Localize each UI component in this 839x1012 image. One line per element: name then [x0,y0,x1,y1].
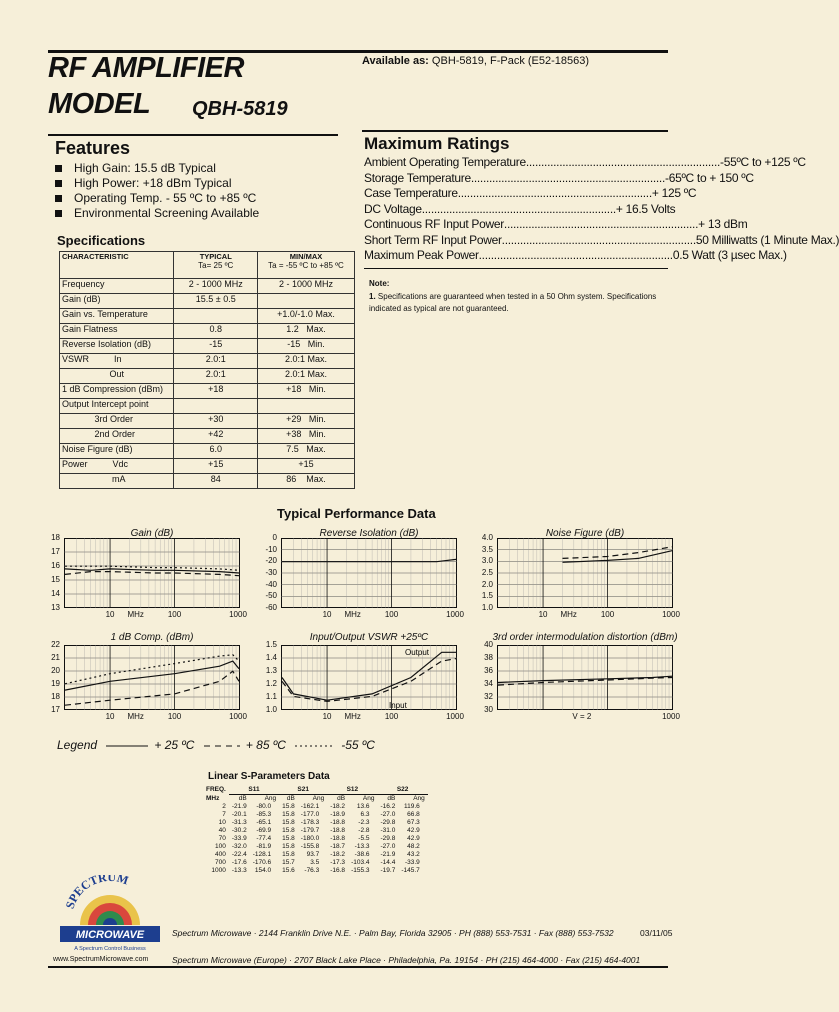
spec-row [60,459,355,474]
svg-text:A Spectrum Control Business: A Spectrum Control Business [74,946,146,952]
features-rule [48,134,338,136]
sparams-cell: 15.8 [282,827,295,834]
spec-cell: 86 Max. [258,474,355,489]
sparams-cell: -22.4 [231,851,247,858]
sparams-cell: 15.8 [282,851,295,858]
y-tick-label: 1.3 [265,666,277,675]
sparams-row [203,835,428,843]
series-line [65,655,239,684]
revision-date: 03/11/05 [640,928,673,938]
sparams-row [203,803,428,811]
title-line-1: RF AMPLIFIER [48,52,244,84]
chart-title: 3rd order intermodulation distortion (dBm) [492,632,678,643]
y-tick-label: 21 [51,653,60,662]
sparams-sub-header: Ang [298,795,327,804]
y-tick-label: 22 [51,640,60,649]
spec-cell [258,399,355,414]
spec-row [60,384,355,399]
chart-plot [281,645,457,710]
sparams-cell: 10 [218,819,226,826]
max-ratings-heading: Maximum Ratings [364,134,510,153]
x-tick-label: MHz [127,712,144,721]
y-tick-label: 1.2 [265,679,277,688]
note-text: 1. Specifications are guaranteed when tested in a 50 Ohm system. Specifications indicated as typical are not guaranteed. [369,292,657,313]
y-tick-label: 2.0 [481,579,493,589]
series-line [563,551,673,563]
chart-title: Gain (dB) [130,528,174,539]
x-tick-label: 1000 [229,712,247,721]
legend-dotted-line [293,742,337,750]
sparams-cell: -155.8 [300,843,320,850]
legend-solid-line [104,742,150,750]
x-tick-label: 100 [600,610,615,619]
max-rating-row: Short Term RF Input Power ................................................................ 50 Milliwatts (1 Minute Max.) [364,232,839,247]
sparams-cell: -18.2 [330,851,346,858]
y-tick-label: 1.5 [265,640,277,649]
chart-annotation: Input [389,701,407,710]
feature-item: Environmental Screening Available [55,206,259,221]
sparams-row [203,819,428,827]
spec-cell: +18 [174,384,258,399]
y-tick-label: 1.5 [481,591,493,601]
y-tick-label: 30 [484,705,493,714]
sparams-cell: -103.4 [351,859,370,866]
sparams-cell: -145.7 [401,867,420,874]
sparams-sub-header: dB [279,795,298,804]
spec-cell: mA [60,474,174,489]
sparams-group-row [203,786,428,795]
x-tick-label: 100 [167,712,182,721]
y-tick-label: 20 [51,666,60,675]
spec-cell: 15.5 ± 0.5 [174,294,258,309]
sparams-cell: -19.7 [380,867,396,874]
sparams-cell: -14.4 [380,859,396,866]
spec-cell: +15 [258,459,355,474]
max-rating-row: Maximum Peak Power ................................................................ 0.5 Watt (3 µsec Max.) [364,248,787,262]
sparams-cell: 66.8 [407,811,420,818]
y-tick-label: 1.0 [265,705,277,714]
sparams-row [203,867,428,875]
sparams-cell: -178.3 [300,819,320,826]
sparams-cell: 15.8 [282,835,295,842]
features-list [55,161,259,221]
sparams-group-header: S12 [346,786,359,793]
svg-text:SPECTRUM: SPECTRUM [62,875,131,911]
spec-cell: 2.0:1 Max. [258,369,355,384]
spec-row [60,429,355,444]
y-tick-label: 38 [484,653,493,662]
x-tick-label: 10 [322,712,332,721]
spec-cell [174,399,258,414]
specifications-heading: Specifications [57,233,146,248]
sparams-cell: -18.8 [330,827,346,834]
sparams-cell: -77.4 [256,835,272,842]
y-tick-label: 40 [484,640,493,649]
chart-title: Noise Figure (dB) [545,528,625,539]
max-ratings-rule [362,130,668,132]
sparams-cell: 15.8 [282,811,295,818]
y-tick-label: 32 [484,692,493,701]
y-tick-label: 0 [272,533,277,542]
series-line [563,547,673,559]
spec-cell: Gain (dB) [60,294,174,309]
sparams-cell: 15.6 [282,867,295,874]
sparams-cell: -16.2 [380,803,396,810]
spec-row [60,339,355,354]
spec-row [60,324,355,339]
sparams-cell: -13.3 [231,867,247,874]
y-tick-label: 1.1 [265,692,277,701]
spec-cell: +42 [174,429,258,444]
sparams-group-header: S22 [396,786,409,793]
sparams-cell: -18.8 [330,835,346,842]
series-line [282,559,456,561]
typical-performance-heading: Typical Performance Data [277,506,436,521]
sparams-cell: -29.8 [380,819,396,826]
sparams-row [203,843,428,851]
sparams-cell: -20.1 [231,811,247,818]
chart-plot [281,538,457,608]
spec-cell: -15 Min. [258,339,355,354]
sparams-row [203,859,428,867]
y-tick-label: 15 [51,575,60,584]
sparams-sub-header: Ang [250,795,279,804]
bullet-icon [55,180,62,187]
y-tick-label: 17 [51,547,60,556]
y-tick-label: 19 [51,679,60,688]
specifications-table [59,251,355,489]
bullet-icon [55,195,62,202]
sparams-cell: -16.8 [330,867,346,874]
spec-col-characteristic: CHARACTERISTIC [60,252,174,279]
address-us: Spectrum Microwave · 2144 Franklin Drive N.E. · Palm Bay, Florida 32905 · PH (888) 553-7531 · Fax (888) 553-7532 [172,928,614,938]
spec-cell: 1.2 Max. [258,324,355,339]
sparams-freq-unit: MHz [206,794,220,802]
sparams-cell: -21.9 [231,803,247,810]
spec-row [60,474,355,489]
sparams-cell: -69.9 [256,827,272,834]
sparams-cell: 40 [218,827,226,834]
spec-header-row [60,252,355,279]
spec-cell: +1.0/-1.0 Max. [258,309,355,324]
sparams-cell: -17.6 [231,859,247,866]
sparams-cell: -170.6 [252,859,272,866]
chart-plot [497,645,673,710]
x-tick-label: 10 [105,610,115,619]
y-tick-label: 14 [51,589,60,598]
spec-cell: Noise Figure (dB) [60,444,174,459]
address-europe: Spectrum Microwave (Europe) · 2707 Black Lake Place · Philadelphia, Pa. 19154 · PH (215) 464-4000 · Fax (215) 464-4001 [172,955,641,965]
sparams-row [203,851,428,859]
sparams-cell: -76.3 [304,867,320,874]
website-link[interactable]: www.SpectrumMicrowave.com [53,956,149,963]
spec-col-typical: TYPICAL Ta= 25 ºC [174,252,258,279]
sparams-cell: -65.1 [256,819,272,826]
x-tick-label: V = 2 [572,712,592,721]
series-line [65,569,239,573]
spec-cell: Output Intercept point [60,399,174,414]
x-tick-label: MHz [560,610,577,619]
max-rating-row: Case Temperature ................................................................ + 125 ºC [364,186,697,200]
spec-col-minmax: MIN/MAX Ta = -55 ºC to +85 ºC [258,252,355,279]
sparams-cell: 13.6 [356,803,370,810]
sparams-cell: 48.2 [407,843,420,850]
sparams-cell: -18.2 [330,803,346,810]
spec-cell: 2.0:1 [174,369,258,384]
y-tick-label: -60 [265,603,277,612]
spec-cell: 1 dB Compression (dBm) [60,384,174,399]
sparams-cell: -31.0 [380,827,396,834]
max-rating-row: DC Voltage ................................................................ + 16.5 Volts [364,201,676,216]
sparams-cell: -33.9 [231,835,247,842]
sparams-freq-header: FREQ. [206,786,226,794]
title-line-2: MODEL [48,88,151,120]
spec-cell: Gain Flatness [60,324,174,339]
sparams-cell: 43.2 [407,851,420,858]
spec-cell: +15 [174,459,258,474]
sparams-sub-header: dB [229,795,250,804]
spec-cell: 6.0 [174,444,258,459]
y-tick-label: -50 [265,591,277,601]
feature-item: High Power: +18 dBm Typical [55,176,259,191]
sparams-cell: -27.0 [380,843,396,850]
spec-row [60,399,355,414]
sparams-cell: -180.0 [300,835,320,842]
sparams-cell: -81.9 [256,843,272,850]
bullet-icon [55,165,62,172]
x-tick-label: 100 [384,712,399,721]
y-tick-label: 34 [484,679,493,688]
spec-cell: Reverse Isolation (dB) [60,339,174,354]
y-tick-label: 17 [51,705,60,714]
sparams-row [203,827,428,835]
sparams-cell: 7 [222,811,226,818]
model-number: QBH-5819 [192,98,288,120]
legend-dashed-line [202,742,242,750]
sparams-cell: -32.0 [231,843,247,850]
series-line [65,572,239,576]
spec-cell: +18 Min. [258,384,355,399]
spec-cell: +29 Min. [258,414,355,429]
sparams-cell: 154.0 [254,867,272,874]
sparams-cell: 2 [222,803,226,810]
sparams-group-header: S21 [297,786,309,793]
x-tick-label: MHz [344,712,361,721]
sparams-cell: -179.7 [300,827,320,834]
spec-row [60,369,355,384]
x-tick-label: 1000 [662,712,680,721]
sparams-cell: -2.8 [358,827,370,834]
spec-cell: 2 - 1000 MHz [174,279,258,294]
sparams-row [203,811,428,819]
max-rating-row: Continuous RF Input Power ................................................................ + 13 dBm [364,217,748,231]
y-tick-label: -40 [265,579,277,589]
sparams-cell: 700 [215,859,226,866]
footer-rule [48,966,668,968]
sparams-sub-header: dB [378,795,399,804]
sparams-cell: -80.0 [256,803,272,810]
chart-plot [497,538,673,608]
max-rating-row: Storage Temperature ................................................................ -65ºC to + 150 ºC [364,170,754,185]
y-tick-label: 3.5 [481,544,493,554]
spec-cell: -15 [174,339,258,354]
x-tick-label: 10 [538,610,548,619]
spec-cell: 2.0:1 [174,354,258,369]
sparams-cell: 3.5 [310,859,320,866]
x-tick-label: 1000 [229,610,247,619]
chart-annotation: Output [405,648,430,657]
y-tick-label: 4.0 [481,533,493,542]
spec-row [60,444,355,459]
sparams-cell: 70 [218,835,226,842]
sparams-cell: -30.2 [231,827,247,834]
sparams-cell: -18.9 [330,811,346,818]
x-tick-label: 1000 [446,712,464,721]
availability: Available as: QBH-5819, F-Pack (E52-18563) [362,55,590,67]
spec-cell: 0.8 [174,324,258,339]
sparams-cell: 15.8 [282,803,295,810]
sparams-cell: -155.3 [351,867,370,874]
max-ratings-list [364,155,839,264]
series-line [282,659,456,702]
spec-cell: +30 [174,414,258,429]
y-tick-label: 13 [51,603,60,612]
chart-plot [64,645,240,710]
series-line [498,676,672,682]
x-tick-label: 10 [322,610,332,619]
sparams-cell: 15.8 [282,843,295,850]
sparams-cell: 100 [215,843,226,850]
y-tick-label: 3.0 [481,556,493,566]
x-tick-label: 1000 [446,610,464,619]
spec-cell: Gain vs. Temperature [60,309,174,324]
note-title: Note: [369,279,390,288]
y-tick-label: 18 [51,692,60,701]
spec-row [60,279,355,294]
spectrum-microwave-logo [60,875,160,953]
svg-text:MICROWAVE: MICROWAVE [75,929,145,941]
sparams-cell: -33.9 [404,859,420,866]
x-tick-label: MHz [344,610,361,619]
sparams-cell: 42.9 [407,827,420,834]
sparams-cell: -31.3 [231,819,247,826]
feature-item: High Gain: 15.5 dB Typical [55,161,259,176]
spec-row [60,354,355,369]
spec-cell: 2.0:1 Max. [258,354,355,369]
sparams-sub-header: Ang [398,795,427,804]
y-tick-label: 2.5 [481,568,493,577]
y-tick-label: 1.0 [481,603,493,612]
sparams-cell: -162.1 [300,803,320,810]
y-tick-label: -10 [265,544,277,554]
feature-item: Operating Temp. - 55 ºC to +85 ºC [55,191,259,206]
spec-cell: 84 [174,474,258,489]
sparams-cell: 15.8 [282,819,295,826]
spec-cell: Out [60,369,174,384]
note-rule [364,268,668,269]
sparams-sub-row [203,795,428,804]
spec-cell: Power Vdc [60,459,174,474]
sparams-cell: -21.9 [380,851,396,858]
sparams-table [203,786,428,875]
sparams-cell: 67.3 [407,819,420,826]
sparams-cell: 400 [215,851,226,858]
spec-cell: 3rd Order [60,414,174,429]
sparams-cell: -38.6 [354,851,370,858]
sparams-cell: 1000 [211,867,226,874]
spec-row [60,414,355,429]
spec-cell: 2nd Order [60,429,174,444]
sparams-cell: -85.3 [256,811,272,818]
x-tick-label: 100 [167,610,182,619]
y-tick-label: -20 [265,556,277,566]
series-line [65,661,239,690]
x-tick-label: 1000 [662,610,680,619]
y-tick-label: 36 [484,666,493,675]
sparams-group-header: S11 [248,786,260,793]
sparams-cell: 6.3 [360,811,370,818]
x-tick-label: MHz [127,610,144,619]
chart-title: 1 dB Comp. (dBm) [110,632,194,643]
x-tick-label: 10 [105,712,115,721]
chart-title: Input/Output VSWR +25ºC [309,632,429,643]
spec-cell: +38 Min. [258,429,355,444]
bullet-icon [55,210,62,217]
sparams-cell: -29.8 [380,835,396,842]
y-tick-label: 16 [51,561,60,570]
sparams-cell: -2.3 [358,819,370,826]
spec-cell [174,309,258,324]
spec-row [60,294,355,309]
sparams-cell: -177.0 [300,811,320,818]
sparams-cell: -18.7 [330,843,346,850]
spec-cell: VSWR In [60,354,174,369]
chart-legend: Legend + 25 ºC + 85 ºC -55 ºC [57,738,375,752]
sparams-cell: 15.7 [282,859,295,866]
sparams-sub-header: Ang [348,795,377,804]
sparams-cell: 93.7 [306,851,320,858]
sparams-cell: -13.3 [354,843,370,850]
spec-cell: 2 - 1000 MHz [258,279,355,294]
sparams-cell: 42.9 [407,835,420,842]
x-tick-label: 100 [384,610,399,619]
sparams-heading: Linear S-Parameters Data [208,771,330,782]
y-tick-label: 1.4 [265,653,277,662]
sparams-cell: -5.5 [358,835,370,842]
series-line [282,652,456,700]
max-rating-row: Ambient Operating Temperature ................................................................ -55ºC to +125 ºC [364,155,806,169]
spec-cell: Frequency [60,279,174,294]
sparams-cell: -27.0 [380,811,396,818]
y-tick-label: 18 [51,533,60,542]
sparams-cell: -128.1 [252,851,272,858]
spec-cell [258,294,355,309]
features-heading: Features [55,138,131,158]
sparams-sub-header: dB [327,795,348,804]
spec-row [60,309,355,324]
sparams-cell: 119.6 [403,803,420,810]
chart-plot [64,538,240,608]
chart-title: Reverse Isolation (dB) [319,528,419,539]
spec-cell: 7.5 Max. [258,444,355,459]
y-tick-label: -30 [265,568,277,577]
sparams-cell: -17.3 [330,859,346,866]
sparams-cell: -18.8 [330,819,346,826]
